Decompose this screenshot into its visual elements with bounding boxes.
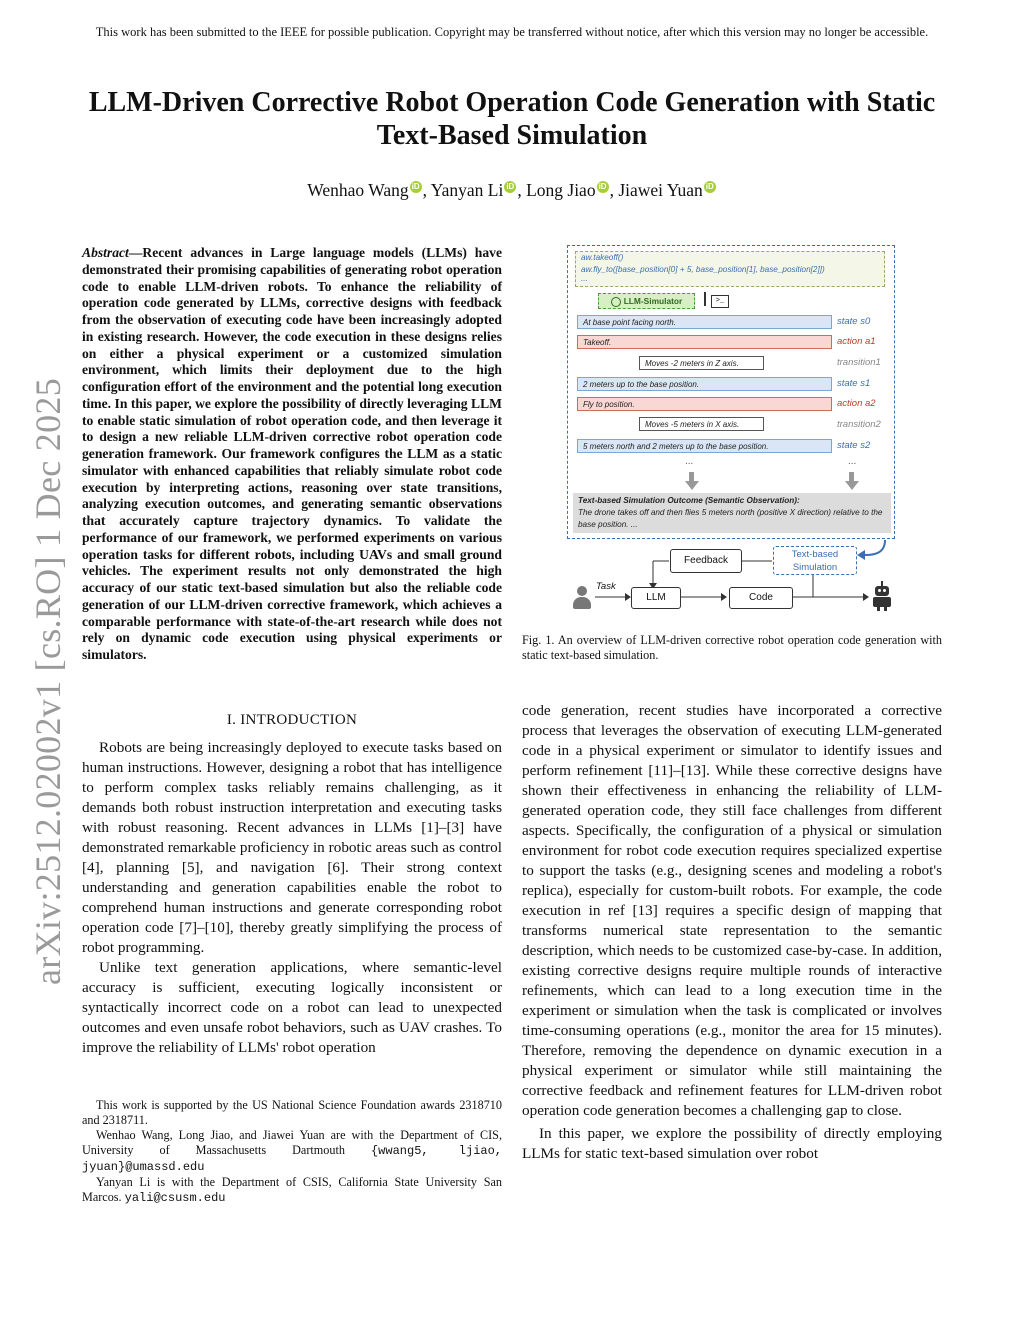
state-row: 5 meters north and 2 meters up to the base position. bbox=[577, 439, 832, 453]
transition-label: transition1 bbox=[837, 357, 881, 368]
footnote-support: This work is supported by the US National Science Foundation awards 2318710 and 2318711. bbox=[82, 1098, 502, 1127]
code-line: aw.takeoff() bbox=[581, 253, 624, 262]
email-link[interactable]: {wwang5, ljiao, jyuan}@umassd.edu bbox=[82, 1144, 502, 1174]
ellipsis: ... bbox=[685, 456, 694, 467]
transition-row: Moves -2 meters in Z axis. bbox=[639, 356, 764, 370]
simulation-outcome bbox=[573, 493, 891, 533]
down-arrow-head bbox=[685, 481, 699, 490]
abstract-label: Abstract bbox=[82, 245, 129, 260]
figure-overview bbox=[565, 243, 925, 618]
orcid-icon[interactable]: iD bbox=[506, 182, 515, 192]
text-sim-node bbox=[773, 546, 857, 575]
arxiv-identifier: arXiv:2512.02002v1 [cs.RO] 1 Dec 2025 bbox=[28, 378, 68, 985]
paragraph: In this paper, we explore the possibility of directly employing LLMs for static text-based simulation over robot bbox=[522, 1125, 942, 1162]
transition-label: transition2 bbox=[837, 419, 881, 430]
footnotes bbox=[82, 1098, 502, 1206]
outcome-text: The drone takes off and then flies 5 meters north (positive X direction) relative to the base position. ... bbox=[578, 508, 883, 529]
simulator-label: LLM-Simulator bbox=[623, 296, 683, 306]
action-row: Takeoff. bbox=[577, 335, 832, 349]
state-label: state s2 bbox=[837, 440, 871, 451]
arrow-head-icon bbox=[857, 550, 865, 560]
arrow-head-icon bbox=[721, 593, 727, 601]
ellipsis: ... bbox=[848, 456, 857, 467]
state-row: 2 meters up to the base position. bbox=[577, 377, 832, 391]
author-name: Wenhao Wang bbox=[307, 180, 409, 200]
text-sim-label: Text-based bbox=[791, 549, 839, 560]
author-list: Wenhao Wang iD , Yanyan Li iD , Long Jiao iD , Jiawei Yuan iD bbox=[307, 180, 714, 200]
orcid-icon[interactable]: iD bbox=[598, 182, 607, 192]
figure-caption: Fig. 1. An overview of LLM-driven corrective robot operation code generation with static text-based simulation. bbox=[522, 633, 942, 662]
down-arrow-head bbox=[845, 481, 859, 490]
orcid-icon[interactable]: iD bbox=[705, 182, 714, 192]
abstract-text: Recent advances in Large language models (LLMs) have demonstrated their promising capabilities of generating robot operation code to enable LLM-driven robots. To enhance the reliability of operation code generated by LLMs, corrective designs with feedback from the observation of executing code have been increasingly adopted in existing research. However, the code execution in these designs relies on either a physical experiment or a customized simulation environment, which limits their deployment due to the high configuration effort of the environment and the potential long execution time. In this paper, we explore the possibility of directly leveraging LLM to enable static simulation of robot operation code, and then leverage it to design a new reliable LLM-driven corrective robot operation code generation framework. Our framework configures the LLM as a static simulator with enhanced capabilities that reliably simulate robot code execution by interpreting actions, reasoning over state transitions, analyzing execution outcomes, and generating semantic observations that accurately capture trajectory dynamics. To validate the performance of our framework, we performed experiments on various operation tasks for different robots, including UAVs and small ground vehicles. The experiment results not only demonstrated the high accuracy of our static text-based simulation but also the reliable code generation of our LLM-driven corrective framework, which achieves a comparable performance with state-of-the-art research while does not rely on dynamic code execution using physical experiments or simulators. bbox=[82, 245, 502, 662]
footnote-text: Wenhao Wang, Long Jiao, and Jiawei Yuan are with the Department of CIS, University of Massachusetts Dartmouth bbox=[82, 1128, 502, 1157]
author-name: Long Jiao bbox=[526, 180, 596, 200]
terminal-icon: >_ bbox=[711, 295, 729, 308]
llm-simulator-box bbox=[598, 293, 695, 309]
code-line: aw.fly_to([base_position[0] + 5, base_position[1], base_position[2]]) bbox=[581, 265, 825, 274]
author-name: Yanyan Li bbox=[430, 180, 504, 200]
task-label: Task bbox=[596, 581, 616, 592]
simulator-icon bbox=[611, 297, 621, 307]
text-sim-label: Simulation bbox=[792, 562, 838, 573]
outcome-title: Text-based Simulation Outcome (Semantic Observation): bbox=[578, 496, 800, 505]
footnote-affiliation bbox=[82, 1128, 502, 1175]
curved-arrow-icon bbox=[865, 540, 885, 555]
paragraph: Unlike text generation applications, where semantic-level accuracy is sufficient, executing logically inconsistent or syntactically incorrect code on a robot can lead to unexpected outcomes and even unsafe robot behaviors, such as UAV crashes. To improve the reliability of LLMs' robot operation bbox=[82, 959, 502, 1056]
author-name: Jiawei Yuan bbox=[618, 180, 703, 200]
action-label: action a2 bbox=[837, 398, 876, 409]
code-line: ... bbox=[581, 274, 588, 283]
intro-column-left bbox=[82, 738, 502, 1058]
orcid-icon[interactable]: iD bbox=[411, 182, 420, 192]
user-icon bbox=[573, 586, 591, 610]
ieee-notice: This work has been submitted to the IEEE for possible publication. Copyright may be transferred without notice, after which this version may no longer be accessible. bbox=[95, 25, 929, 39]
email-link[interactable]: yali@csusm.edu bbox=[124, 1191, 226, 1205]
code-snippet bbox=[575, 251, 885, 287]
paragraph: code generation, recent studies have incorporated a corrective process that leverages the observation of executing LLM-generated code in a physical experiment or simulator to identify issues and perform refinement [11]–[13]. While these corrective designs have shown their effectiveness in enhancing the reliability of LLM-generated operation code, they still face challenges from different aspects. Specifically, the configuration of a physical or simulation environment for robot code execution requires specialized expertise to support the tasks (e.g., designing scenes and modeling a robot's replica), especially for custom-built robots. For example, the code execution in ref [13] requires a specific design of mapping that transforms numerical state representation to the semantic description, which needs to be customized case-by-case. In addition, existing corrective designs require multiple rounds of interactive refinements, which can lead to a long execution time in the experiment or simulation when the task is complicated or involves time-consuming operations (e.g., monitor the area for 15 minutes). Therefore, removing the dependence on dynamic execution in a physical experiment or simulator while still maintaining the corrective feedback and refinement features for LLM-driven robot operation code generation becomes a challenging gap to close. bbox=[522, 702, 942, 1119]
state-label: state s0 bbox=[837, 316, 871, 327]
arrow-head-icon bbox=[863, 593, 869, 601]
transition-row: Moves -5 meters in X axis. bbox=[639, 417, 764, 431]
code-node: Code bbox=[729, 587, 793, 609]
intro-column-right bbox=[522, 701, 942, 1164]
llm-node: LLM bbox=[631, 587, 681, 609]
feedback-node: Feedback bbox=[670, 549, 742, 573]
paper-title: LLM-Driven Corrective Robot Operation Code Generation with Static Text-Based Simulation bbox=[88, 87, 936, 151]
paragraph: Robots are being increasingly deployed to execute tasks based on human instructions. However, designing a robot that has intelligence to perform complex tasks reliably remains challenging, as it demands both robust instruction interpretation and executing tasks with robust reasoning. Recent advances in LLMs [1]–[3] have demonstrated remarkable proficiency in robotic areas such as control [4], planning [5], and navigation [6]. Their strong context understanding and generation capabilities enable the robot to comprehend human instructions and generate corresponding robot operation code [7]–[10], thereby greatly simplifying the process of robot programming. bbox=[82, 739, 502, 956]
abstract: Abstract—Recent advances in Large language models (LLMs) have demonstrated their promising capabilities of generating robot operation code to enable LLM-driven robots. To enhance the reliability of operation code generated by LLMs, corrective designs with feedback from the observation of executing code have been increasingly adopted in existing research. However, the code execution in these designs relies on either a physical experiment or a customized simulation environment, which limits their deployment due to the high configuration effort of the environment and the potential long execution time. In this paper, we explore the possibility of directly leveraging LLM to enable static simulation of robot operation code, and then leverage it to design a new reliable LLM-driven corrective robot operation code generation framework. Our framework configures the LLM as a static simulator with enhanced capabilities that reliably simulate robot code execution by interpreting actions, reasoning over state transitions, analyzing execution outcomes, and generating semantic observations that accurately capture trajectory dynamics. To validate the performance of our framework, we performed experiments on various operation tasks for different robots, including UAVs and small ground vehicles. The experiment results not only demonstrated the high accuracy of our static text-based simulation but also the reliable code generation of our LLM-driven corrective framework, which achieves a comparable performance with state-of-the-art research while does not rely on dynamic code execution using physical experiments or simulators. bbox=[82, 245, 502, 662]
footnote-text: Yanyan Li is with the Department of CSIS, California State University San Marcos. bbox=[82, 1175, 502, 1204]
action-label: action a1 bbox=[837, 336, 876, 347]
robot-icon bbox=[871, 581, 893, 611]
action-row: Fly to position. bbox=[577, 397, 832, 411]
state-row: At base point facing north. bbox=[577, 315, 832, 329]
state-label: state s1 bbox=[837, 378, 871, 389]
section-heading: I. INTRODUCTION bbox=[226, 712, 358, 728]
down-arrow-icon bbox=[704, 292, 706, 306]
footnote-affiliation bbox=[82, 1175, 502, 1206]
